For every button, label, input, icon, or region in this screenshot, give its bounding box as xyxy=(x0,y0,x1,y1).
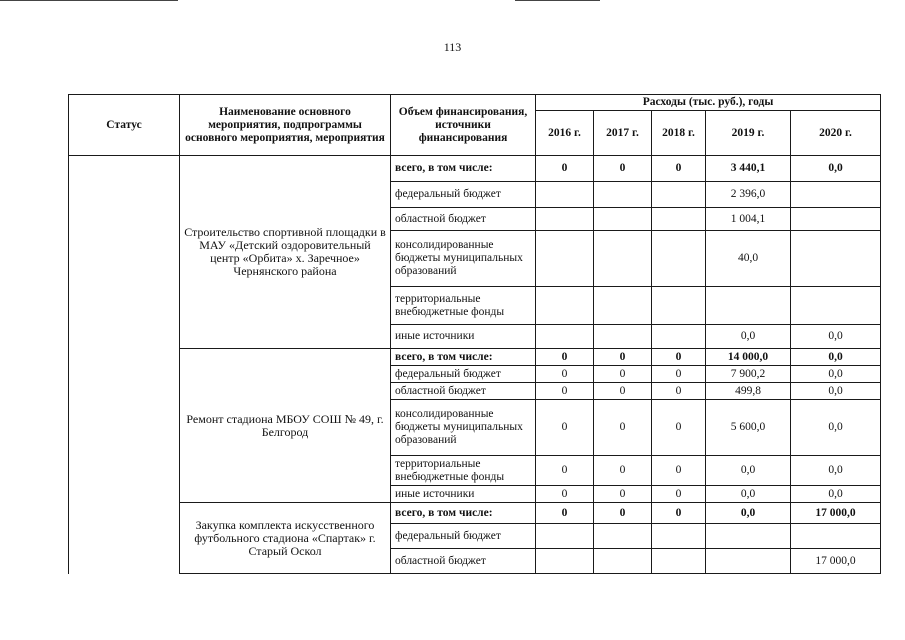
header-year-2016: 2016 г. xyxy=(536,111,594,156)
header-year-2020: 2020 г. xyxy=(791,111,881,156)
value-cell xyxy=(536,325,594,349)
value-cell xyxy=(791,182,881,208)
value-cell: 0 xyxy=(536,400,594,456)
value-cell: 0,0 xyxy=(791,486,881,503)
value-cell: 0 xyxy=(594,366,652,383)
source-federal: федеральный бюджет xyxy=(391,366,536,383)
value-cell: 0 xyxy=(594,400,652,456)
value-cell xyxy=(652,549,706,574)
value-cell: 17 000,0 xyxy=(791,549,881,574)
source-federal: федеральный бюджет xyxy=(391,524,536,549)
value-cell: 0,0 xyxy=(791,456,881,486)
value-cell xyxy=(791,524,881,549)
value-cell: 0,0 xyxy=(706,325,791,349)
value-cell: 0,0 xyxy=(791,325,881,349)
value-cell xyxy=(706,549,791,574)
value-cell: 0 xyxy=(536,366,594,383)
value-cell: 0 xyxy=(594,383,652,400)
source-total: всего, в том числе: xyxy=(391,349,536,366)
value-cell: 0,0 xyxy=(791,400,881,456)
source-total: всего, в том числе: xyxy=(391,503,536,524)
source-other: иные источники xyxy=(391,325,536,349)
value-cell: 0,0 xyxy=(791,383,881,400)
value-cell: 0 xyxy=(536,349,594,366)
value-cell: 2 396,0 xyxy=(706,182,791,208)
header-name: Наименование основного мероприятия, подпрограммы основного мероприятия, мероприятия xyxy=(180,95,391,156)
value-cell xyxy=(536,549,594,574)
header-year-2019: 2019 г. xyxy=(706,111,791,156)
source-offbudget: территориальные внебюджетные фонды xyxy=(391,456,536,486)
table-row xyxy=(69,503,881,524)
value-cell xyxy=(594,524,652,549)
value-cell: 0 xyxy=(536,503,594,524)
source-regional: областной бюджет xyxy=(391,208,536,231)
source-total: всего, в том числе: xyxy=(391,156,536,182)
value-cell: 0,0 xyxy=(791,366,881,383)
value-cell xyxy=(594,231,652,287)
value-cell: 0 xyxy=(652,156,706,182)
value-cell xyxy=(652,208,706,231)
table-body xyxy=(69,156,881,574)
source-regional: областной бюджет xyxy=(391,383,536,400)
source-municipal: консолидированные бюджеты муниципальных образований xyxy=(391,231,536,287)
value-cell: 499,8 xyxy=(706,383,791,400)
value-cell xyxy=(594,325,652,349)
value-cell: 0 xyxy=(536,156,594,182)
value-cell: 17 000,0 xyxy=(791,503,881,524)
value-cell xyxy=(652,524,706,549)
source-offbudget: территориальные внебюджетные фонды xyxy=(391,287,536,325)
value-cell: 7 900,2 xyxy=(706,366,791,383)
value-cell xyxy=(706,287,791,325)
value-cell: 0,0 xyxy=(706,456,791,486)
value-cell: 0 xyxy=(652,503,706,524)
value-cell: 0 xyxy=(652,486,706,503)
value-cell: 0 xyxy=(594,503,652,524)
value-cell xyxy=(536,182,594,208)
budget-table xyxy=(68,94,881,574)
value-cell xyxy=(536,287,594,325)
value-cell: 0 xyxy=(536,486,594,503)
value-cell xyxy=(791,208,881,231)
value-cell: 3 440,1 xyxy=(706,156,791,182)
value-cell xyxy=(652,325,706,349)
value-cell: 0 xyxy=(594,456,652,486)
value-cell: 0,0 xyxy=(791,349,881,366)
header-year-2018: 2018 г. xyxy=(652,111,706,156)
value-cell: 40,0 xyxy=(706,231,791,287)
value-cell: 0 xyxy=(652,456,706,486)
value-cell xyxy=(536,208,594,231)
value-cell: 14 000,0 xyxy=(706,349,791,366)
source-regional: областной бюджет xyxy=(391,549,536,574)
value-cell xyxy=(791,287,881,325)
page-number: 113 xyxy=(443,40,462,54)
value-cell: 0 xyxy=(536,383,594,400)
value-cell: 0,0 xyxy=(706,503,791,524)
value-cell xyxy=(594,549,652,574)
value-cell: 0 xyxy=(594,349,652,366)
table-row xyxy=(69,349,881,366)
value-cell xyxy=(594,182,652,208)
value-cell xyxy=(706,524,791,549)
top-scan-line-right xyxy=(515,0,600,1)
value-cell xyxy=(594,208,652,231)
header-expenses: Расходы (тыс. руб.), годы xyxy=(536,95,881,111)
value-cell: 0 xyxy=(594,156,652,182)
top-scan-line-left xyxy=(0,0,178,1)
value-cell xyxy=(652,182,706,208)
value-cell xyxy=(536,524,594,549)
source-federal: федеральный бюджет xyxy=(391,182,536,208)
source-other: иные источники xyxy=(391,486,536,503)
value-cell: 0,0 xyxy=(706,486,791,503)
value-cell xyxy=(652,287,706,325)
project-name: Закупка комплекта искусственного футбольного стадиона «Спартак» г. Старый Оскол xyxy=(180,503,391,574)
value-cell: 5 600,0 xyxy=(706,400,791,456)
header-volume: Объем финансирования, источники финансирования xyxy=(391,95,536,156)
project-name: Ремонт стадиона МБОУ СОШ № 49, г. Белгород xyxy=(180,349,391,503)
value-cell: 0 xyxy=(594,486,652,503)
value-cell xyxy=(536,231,594,287)
value-cell: 0,0 xyxy=(791,156,881,182)
value-cell: 0 xyxy=(652,383,706,400)
status-cell xyxy=(69,156,180,574)
value-cell xyxy=(652,231,706,287)
value-cell: 1 004,1 xyxy=(706,208,791,231)
value-cell: 0 xyxy=(652,400,706,456)
header-status: Статус xyxy=(69,95,180,156)
table-row xyxy=(69,156,881,182)
value-cell: 0 xyxy=(652,349,706,366)
source-municipal: консолидированные бюджеты муниципальных образований xyxy=(391,400,536,456)
value-cell: 0 xyxy=(536,456,594,486)
project-name: Строительство спортивной площадки в МАУ «Детский оздоровительный центр «Орбита» х. Заречное» Чернянского района xyxy=(180,156,391,349)
value-cell xyxy=(594,287,652,325)
value-cell: 0 xyxy=(652,366,706,383)
header-year-2017: 2017 г. xyxy=(594,111,652,156)
value-cell xyxy=(791,231,881,287)
